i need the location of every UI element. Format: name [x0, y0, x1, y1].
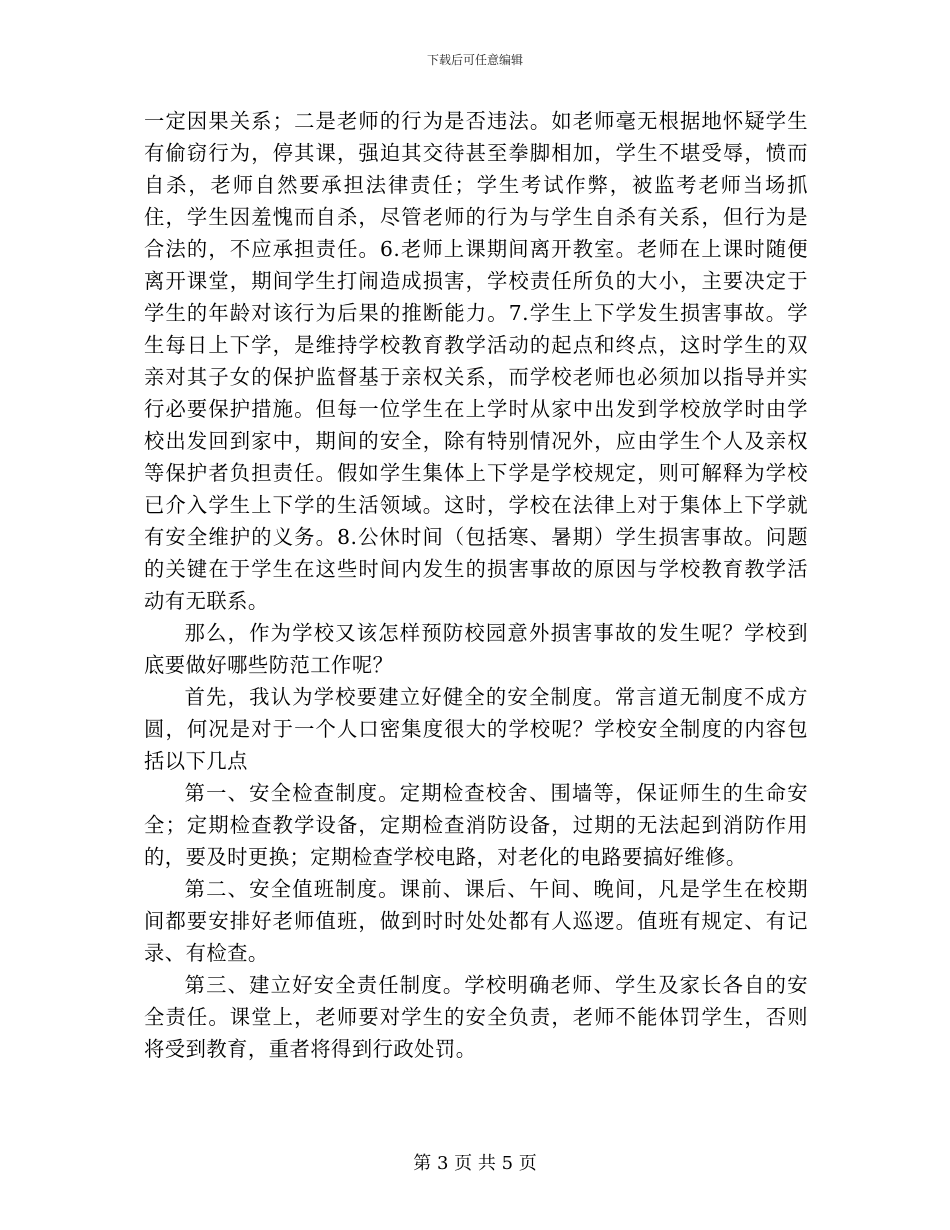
paragraph-responsibility-system: 第三、建立好安全责任制度。学校明确老师、学生及家长各自的安全责任。课堂上，老师要对学生的安全负责，老师不能体罚学生，否则将受到教育，重者将得到行政处罚。: [144, 973, 808, 1061]
paragraph-duty-system: 第二、安全值班制度。课前、课后、午间、晚间，凡是学生在校期间都要安排好老师值班，做到时时处处都有人巡逻。值班有规定、有记录、有检查。: [144, 877, 808, 965]
paragraph-continued: 一定因果关系；二是老师的行为是否违法。如老师毫无根据地怀疑学生有偷窃行为，停其课，强迫其交待甚至拳脚相加，学生不堪受辱，愤而自杀，老师自然要承担法律责任；学生考试作弊，被监考老师当场抓住，学生因羞愧而自杀，尽管老师的行为与学生自杀有关系，但行为是合法的，不应承担责任。6.老师上课期间离开教室。老师在上课时随便离开课堂，期间学生打闹造成损害，学校责任所负的大小，主要决定于学生的年龄对该行为后果的推断能力。7.学生上下学发生损害事故。学生每日上下学，是维持学校教育教学活动的起点和终点，这时学生的双亲对其子女的保护监督基于亲权关系，而学校老师也必须加以指导并实行必要保护措施。但每一位学生在上学时从家中出发到学校放学时由学校出发回到家中，期间的安全，除有特别情况外，应由学生个人及亲权等保护者负担责任。假如学生集体上下学是学校规定，则可解释为学校已介入学生上下学的生活领域。这时，学校在法律上对于集体上下学就有安全维护的义务。8.公休时间（包括寒、暑期）学生损害事故。问题的关键在于学生在这些时间内发生的损害事故的原因与学校教育教学活动有无联系。: [144, 109, 808, 613]
paragraph-first-point: 首先，我认为学校要建立好健全的安全制度。常言道无制度不成方圆，何况是对于一个人口密集度很大的学校呢？学校安全制度的内容包括以下几点: [144, 685, 808, 773]
body-text: [144, 105, 808, 1065]
page-header: 下载后可任意编辑: [426, 53, 523, 67]
page-number: 第 3 页 共 5 页: [413, 1153, 537, 1174]
paragraph-safety-inspection: 第一、安全检查制度。定期检查校舍、围墙等，保证师生的生命安全；定期检查教学设备，定期检查消防设备，过期的无法起到消防作用的，要及时更换；定期检查学校电路，对老化的电路要搞好维修。: [144, 781, 808, 869]
paragraph-question: 那么，作为学校又该怎样预防校园意外损害事故的发生呢？学校到底要做好哪些防范工作呢？: [144, 621, 808, 677]
